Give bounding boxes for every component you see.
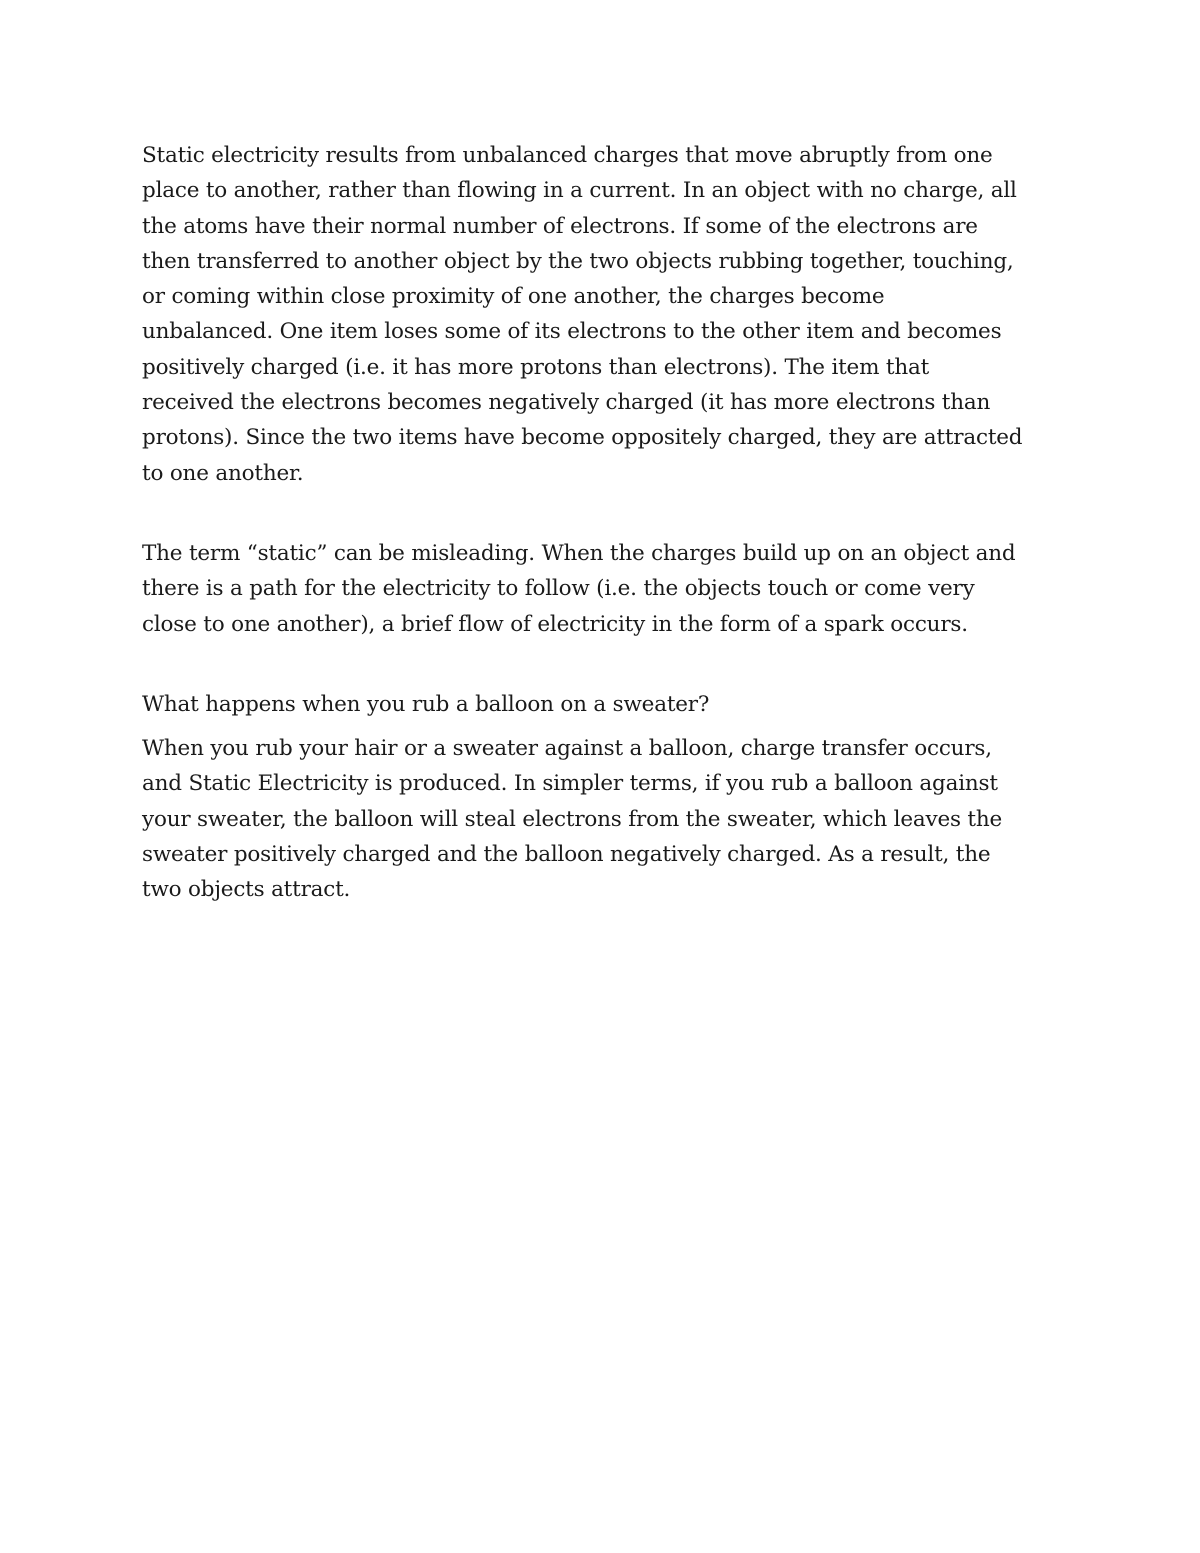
text-line: Static electricity results from unbalanced charges that move abruptly from one <box>142 143 993 168</box>
question-text: What happens when you rub a balloon on a sweater? <box>142 691 710 717</box>
paragraph-balloon-answer <box>142 731 1057 907</box>
text-line: received the electrons becomes negatively charged (it has more electrons than <box>142 390 991 416</box>
text-line: then transferred to another object by the two objects rubbing together, touching, <box>142 248 1014 274</box>
text-line: the atoms have their normal number of electrons. If some of the electrons are <box>142 213 978 239</box>
text-line: place to another, rather than flowing in a current. In an object with no charge, all <box>142 178 1017 204</box>
text-line: When you rub your hair or a sweater against a balloon, charge transfer occurs, <box>142 736 992 762</box>
question-heading <box>142 687 1057 722</box>
text-line: or coming within close proximity of one another, the charges become <box>142 284 885 310</box>
paragraph-spacer <box>142 642 1057 687</box>
text-line: unbalanced. One item loses some of its electrons to the other item and becomes <box>142 319 1002 345</box>
text-line: positively charged (i.e. it has more protons than electrons). The item that <box>142 354 930 380</box>
text-line: two objects attract. <box>142 877 351 903</box>
text-line: close to one another), a brief flow of electricity in the form of a spark occurs. <box>142 611 968 637</box>
paragraph-spacer <box>142 722 1057 731</box>
text-line: The term “static” can be misleading. When the charges build up on an object and <box>142 540 1016 566</box>
text-line: your sweater, the balloon will steal electrons from the sweater, which leaves the <box>142 806 1003 832</box>
paragraph-term-static <box>142 536 1057 642</box>
paragraph-static-electricity <box>142 138 1057 491</box>
paragraph-spacer <box>142 491 1057 536</box>
text-line: sweater positively charged and the balloon negatively charged. As a result, the <box>142 842 991 868</box>
document-body <box>142 138 1057 908</box>
text-line: to one another. <box>142 460 304 486</box>
text-line: there is a path for the electricity to follow (i.e. the objects touch or come very <box>142 576 975 602</box>
text-line: protons). Since the two items have become oppositely charged, they are attracted <box>142 425 1023 451</box>
text-line: and Static Electricity is produced. In simpler terms, if you rub a balloon against <box>142 771 998 797</box>
